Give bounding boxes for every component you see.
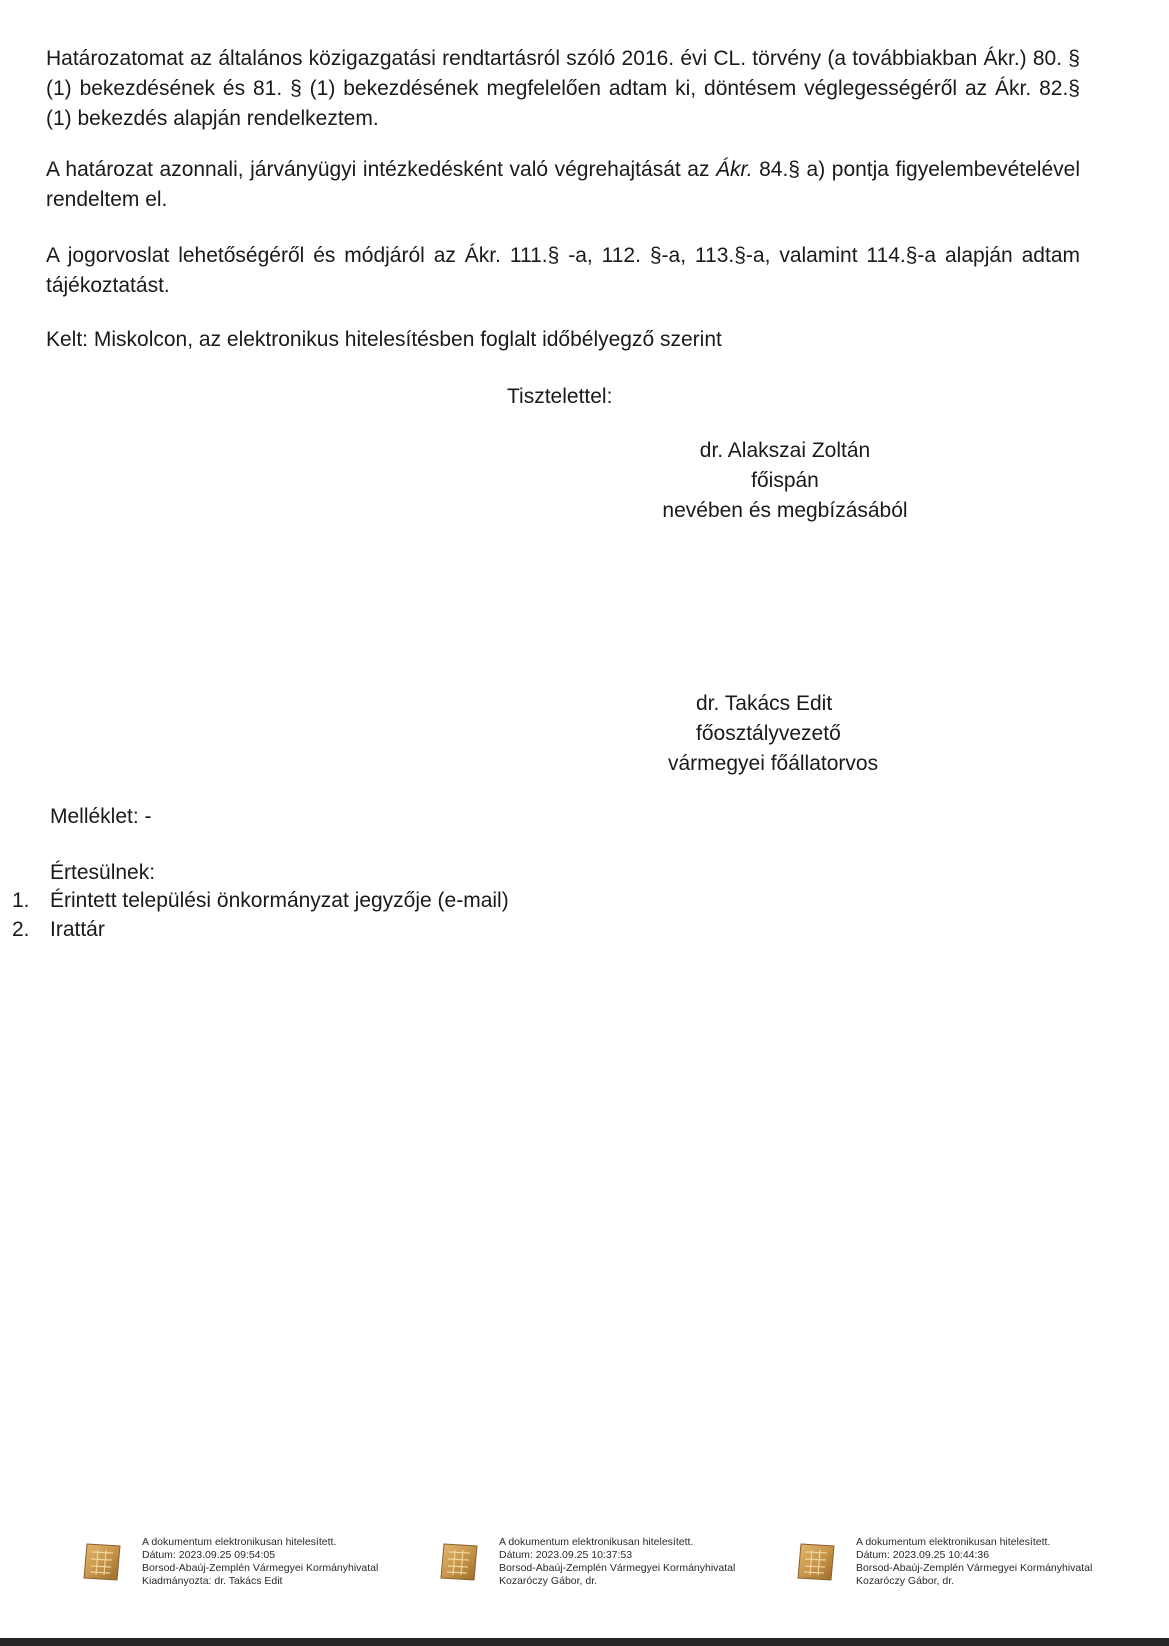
e-signature-chip-icon	[437, 1540, 481, 1584]
e-signature-stamp-3	[794, 1536, 1092, 1592]
paragraph-text: 84.§ a) pontja figyelembevételével rendeltem el.	[46, 158, 1080, 211]
stamp-line-authenticated: A dokumentum elektronikusan hitelesített.	[142, 1536, 337, 1548]
list-number: 2.	[12, 918, 30, 941]
bottom-edge-bar	[0, 1638, 1169, 1646]
e-signature-stamp-1	[80, 1536, 378, 1592]
signatory-title: főispán	[751, 469, 819, 492]
signatory-name: dr. Alakszai Zoltán	[699, 439, 871, 462]
paragraph-italic-text: Ákr.	[716, 158, 753, 181]
signatory-name: dr. Takács Edit	[696, 692, 833, 715]
e-signature-chip-icon	[80, 1540, 124, 1584]
stamp-line-authenticated: A dokumentum elektronikusan hitelesített.	[856, 1536, 1051, 1548]
dated-line: Kelt: Miskolcon, az elektronikus hitelesítésben foglalt időbélyegző szerint	[46, 328, 722, 351]
stamp-line-signer: Kozaróczy Gábor, dr.	[856, 1575, 955, 1587]
greeting: Tisztelettel:	[507, 385, 613, 408]
signatory-note: nevében és megbízásából	[662, 499, 908, 522]
stamp-line-authenticated: A dokumentum elektronikusan hitelesített.	[499, 1536, 694, 1548]
legal-basis-paragraph: Határozatomat az általános közigazgatási rendtartásról szóló 2016. évi CL. törvény (a továbbiakban Ákr.) 80. § (1) bekezdésének és 81. § (1) bekezdésének megfelelően adtam ki, döntésem véglegességéről az Ákr. 82.§ (1) bekezdés alapján rendelkeztem.	[46, 47, 1080, 130]
stamp-text	[142, 1536, 378, 1588]
stamp-line-date: Dátum: 2023.09.25 10:37:53	[499, 1549, 633, 1561]
list-number: 1.	[12, 889, 30, 912]
list-label: Irattár	[50, 918, 105, 941]
list-label: Érintett települési önkormányzat jegyzője (e-mail)	[50, 889, 509, 912]
paragraph-text: A határozat azonnali, járványügyi intézkedésként való végrehajtását az	[46, 158, 716, 181]
signatory-block-1	[640, 436, 930, 526]
stamp-line-date: Dátum: 2023.09.25 10:44:36	[856, 1549, 990, 1561]
recipients-heading: Értesülnek:	[50, 861, 156, 884]
recipient-list-item	[12, 886, 509, 916]
stamp-line-date: Dátum: 2023.09.25 09:54:05	[142, 1549, 276, 1561]
signatory-role: vármegyei főállatorvos	[668, 752, 879, 775]
e-signature-stamp-2	[437, 1536, 735, 1592]
immediate-enforcement-paragraph	[46, 155, 1080, 215]
stamp-text	[856, 1536, 1092, 1588]
stamp-line-signer: Kiadmányozta: dr. Takács Edit	[142, 1575, 283, 1587]
stamp-line-office: Borsod-Abaúj-Zemplén Vármegyei Kormányhivatal	[499, 1562, 736, 1574]
recipient-list-item	[12, 915, 105, 945]
stamp-line-office: Borsod-Abaúj-Zemplén Vármegyei Kormányhivatal	[142, 1562, 379, 1574]
attachment-line: Melléklet: -	[50, 805, 152, 828]
legal-remedy-paragraph: A jogorvoslat lehetőségéről és módjáról az Ákr. 111.§ -a, 112. §-a, 113.§-a, valamint 114.§-a alapján adtam tájékoztatást.	[46, 244, 1080, 297]
stamp-text	[499, 1536, 735, 1588]
signatory-title: főosztályvezető	[696, 722, 841, 745]
stamp-line-signer: Kozaróczy Gábor, dr.	[499, 1575, 598, 1587]
stamp-line-office: Borsod-Abaúj-Zemplén Vármegyei Kormányhivatal	[856, 1562, 1093, 1574]
signatory-block-2	[668, 689, 898, 779]
e-signature-chip-icon	[794, 1540, 838, 1584]
